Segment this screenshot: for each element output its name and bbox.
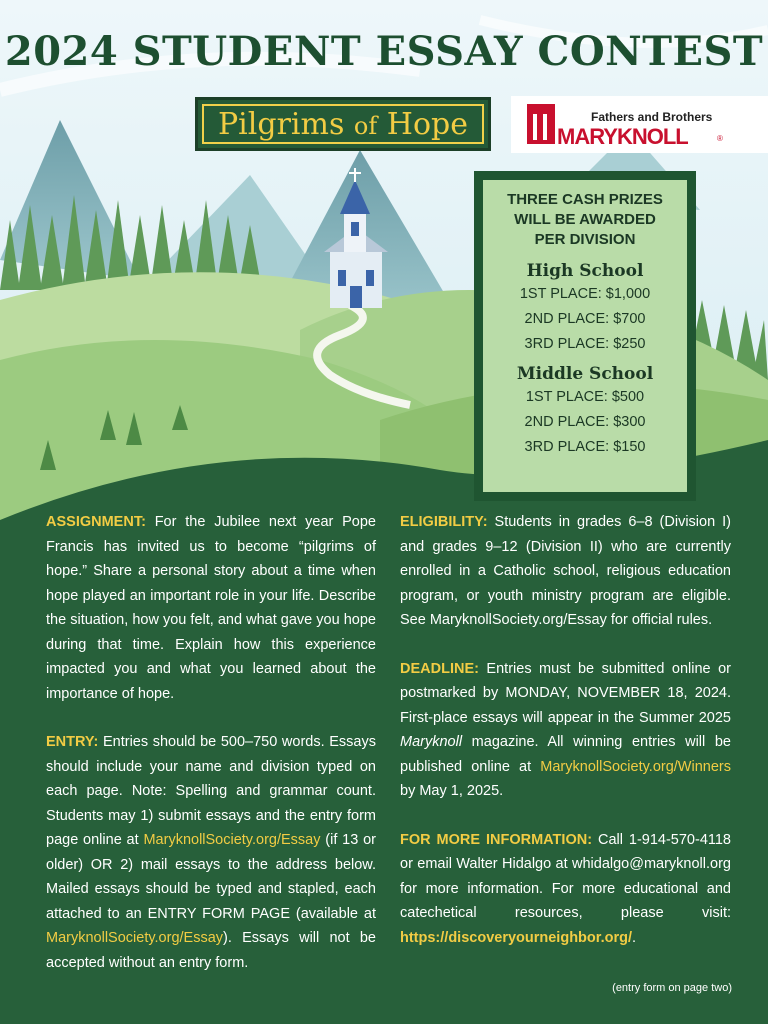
division-middle-school: Middle School xyxy=(516,364,654,384)
more-info-section: FOR MORE INFORMATION: Call 1-914-570-4118 or email Walter Hidalgo at whidalgo@maryknoll.org for more information. For more educational and catechetical resources, please visit: https://discoveryourneighbor.org/. xyxy=(400,831,731,946)
left-column xyxy=(46,510,376,999)
prize-line: 3RD PLACE: $250 xyxy=(524,336,646,352)
prize-line: 1ST PLACE: $1,000 xyxy=(519,286,651,302)
prize-heading: THREE CASH PRIZES WILL BE AWARDED PER DIVISION xyxy=(507,191,663,248)
prize-box xyxy=(474,171,696,501)
essay-link-2[interactable]: MaryknollSociety.org/Essay xyxy=(46,930,224,946)
essay-link[interactable]: MaryknollSociety.org/Essay xyxy=(143,832,321,848)
assignment-section: ASSIGNMENT: For the Jubilee next year Pope Francis has invited us to become “pilgrims of hope.” Share a personal story about a time when hope played an important role in your life. Describe the situation, how you felt, and what gave you hope during that time. Explain how this experience impacted you and what you learned about the importance of hope. xyxy=(46,514,376,702)
page-title: 2024 STUDENT ESSAY CONTEST xyxy=(4,28,764,75)
maryknoll-logo: Fathers and Brothers MARYKNOLL ® xyxy=(511,96,768,153)
theme-banner xyxy=(195,97,491,151)
prize-line: 1ST PLACE: $500 xyxy=(525,389,645,405)
winners-link[interactable]: MaryknollSociety.org/Winners xyxy=(540,758,731,775)
theme-text: Pilgrims of Hope xyxy=(218,106,468,142)
prize-line: 3RD PLACE: $150 xyxy=(524,439,646,455)
eligibility-section: ELIGIBILITY: Students in grades 6–8 (Division I) and grades 9–12 (Division II) who are currently enrolled in a Catholic school, religious education program, or youth ministry program are eligible. See MaryknollSociety.org/Essay for official rules. xyxy=(400,514,731,628)
division-high-school: High School xyxy=(526,261,644,281)
deadline-section: DEADLINE: Entries must be submitted online or postmarked by MONDAY, NOVEMBER 18, 2024. First-place essays will appear in the Summer 2025 Maryknoll magazine. All winning entries will be published online at MaryknollSociety.org/Winners by May 1, 2025. xyxy=(400,660,731,799)
right-column xyxy=(400,510,731,974)
maryknoll-mark-icon xyxy=(527,104,555,144)
entry-section: ENTRY: Entries should be 500–750 words. Essays should include your name and division typed on each page. Note: Spelling and grammar count. Students may 1) submit essays and the entry form page online at MaryknollSociety.org/Essay (if 13 or older) OR 2) mail essays to the address below. Mailed essays should be typed and stapled, each attached to an ENTRY FORM PAGE (available at MaryknollSociety.org/Essay). Essays will not be accepted without an entry form. xyxy=(46,734,377,971)
discover-link[interactable]: https://discoveryourneighbor.org/ xyxy=(400,929,633,946)
prize-line: 2ND PLACE: $300 xyxy=(524,414,646,430)
prize-line: 2ND PLACE: $700 xyxy=(524,311,646,327)
logo-tagline: Fathers and Brothers xyxy=(591,110,713,124)
logo-name: MARYKNOLL xyxy=(557,124,688,149)
entry-form-note: (entry form on page two) xyxy=(612,982,732,994)
